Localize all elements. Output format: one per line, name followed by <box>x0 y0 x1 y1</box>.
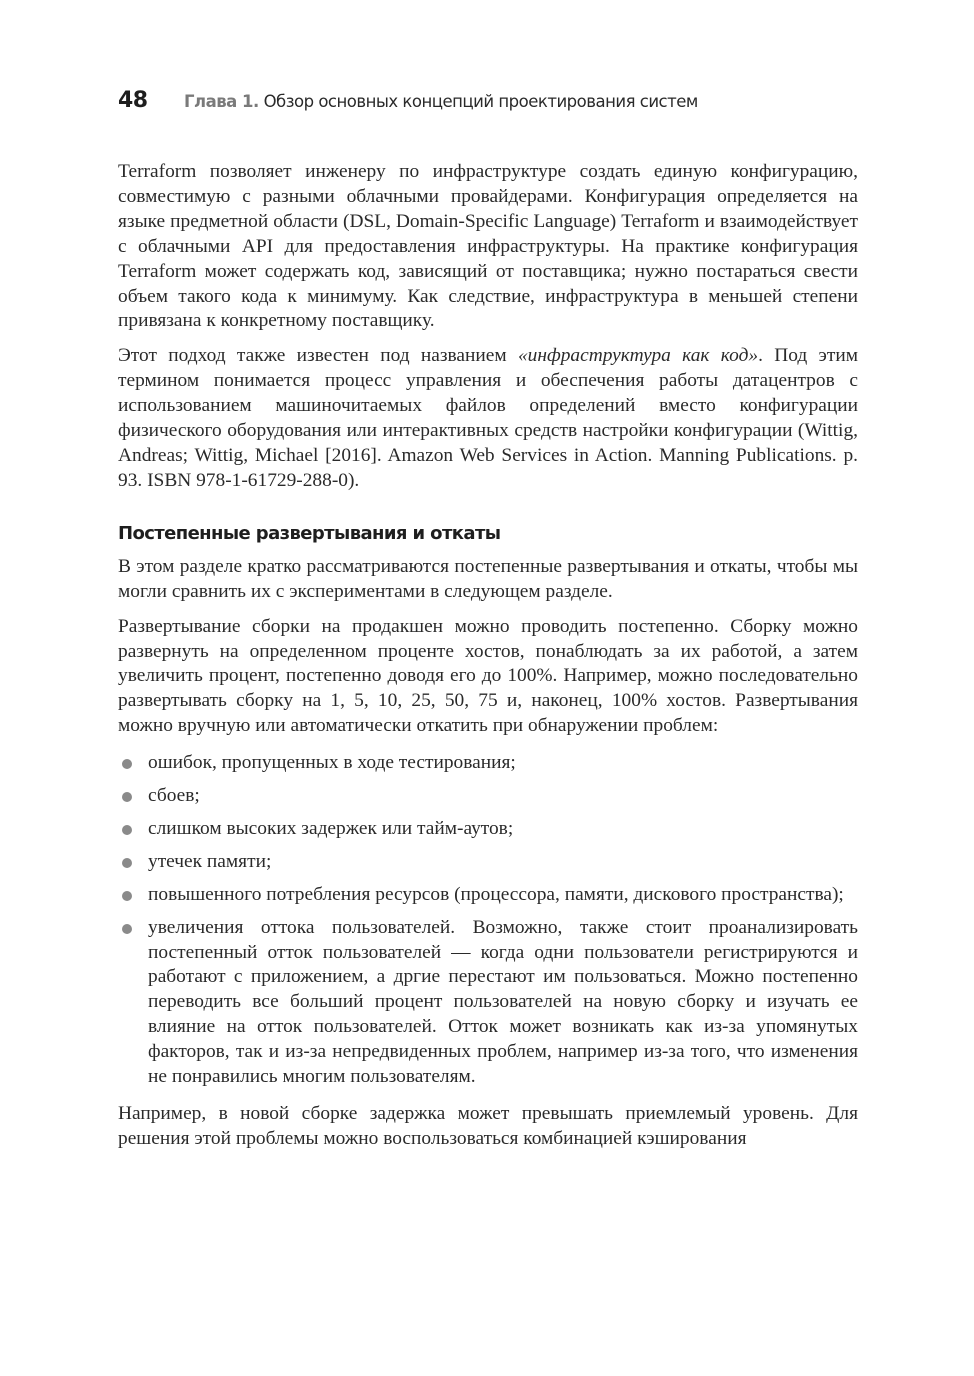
list-item <box>118 916 858 1090</box>
bullet-icon <box>122 759 132 769</box>
list-item <box>118 850 858 875</box>
page-number: 48 <box>118 88 148 113</box>
bullet-icon <box>122 891 132 901</box>
list-item-text: сбоев; <box>148 785 200 807</box>
list-item <box>118 751 858 776</box>
list-item-text: увеличения оттока пользователей. Возможно, также стоит проанализировать постепенный отток пользователей — когда одни пользователи регистрируются и работают с приложением, а дргие перестают им пользоваться. Можно постепенно переводить все больший процент пользователей на новую сборку и изучать ее влияние на отток пользователей. Отток может возникать как из-за упомянутых факторов, так и из-за непредвиденных проблем, например из-за того, что изменения не понравились многим пользователям. <box>148 916 858 1088</box>
paragraph-text: Этот подход также известен под названием <box>118 345 518 367</box>
paragraph-text: . Под этим термином понимается процесс управления и обеспечения работы датацентров с использованием машиночитаемых файлов определений вместо конфигурации физического оборудования или интерактивных средств настройки конфигурации (Wittig, Andreas; Wittig, Michael [2016]. Amazon Web Services in Action. Manning Publications. p. 93. ISBN 978-1-61729-288-0). <box>118 345 858 491</box>
list-item-text: утечек памяти; <box>148 850 272 872</box>
bullet-icon <box>122 792 132 802</box>
list-item <box>118 817 858 842</box>
paragraph-terraform: Terraform позволяет инженеру по инфраструктуре создать единую конфигурацию, совместимую с разными облачными провайдерами. Конфигурация определяется на языке предметной области (DSL, Domain-Specific Language) Terraform и взаимодействует с облачными API для предоставления инфраструктуры. На практике конфигурация Terraform может содержать код, зависящий от поставщика; нужно постараться свести объем такого кода к минимуму. Как следствие, инфраструктура в меньшей степени привязана к конкретному поставщику. <box>118 161 858 332</box>
bullet-icon <box>122 825 132 835</box>
bullet-icon <box>122 924 132 934</box>
paragraph-infrastructure-as-code <box>118 344 858 493</box>
italic-term: «инфраструктура как код» <box>517 345 759 367</box>
chapter-label: Глава 1. <box>184 92 259 111</box>
bullet-icon <box>122 858 132 868</box>
page-body <box>118 160 858 1162</box>
running-title <box>184 92 698 111</box>
paragraph-section-intro: В этом разделе кратко рассматриваются постепенные развертывания и откаты, чтобы мы могли сравнить их с экспериментами в следующем разделе. <box>118 555 858 602</box>
paragraph-latency-example: Например, в новой сборке задержка может превышать приемлемый уровень. Для решения этой проблемы можно воспользоваться комбинацией кэширования <box>118 1103 858 1149</box>
list-item-text: повышенного потребления ресурсов (процессора, памяти, дискового пространства); <box>148 883 844 905</box>
problems-list <box>118 751 858 1090</box>
list-item-text: ошибок, пропущенных в ходе тестирования; <box>148 752 516 774</box>
chapter-title: Обзор основных концепций проектирования систем <box>263 92 698 111</box>
list-item-text: слишком высоких задержек или тайм-аутов; <box>148 817 514 839</box>
list-item <box>118 784 858 809</box>
section-heading: Постепенные развертывания и откаты <box>118 522 501 544</box>
running-header <box>118 88 858 118</box>
paragraph-gradual-deploy: Развертывание сборки на продакшен можно проводить постепенно. Сборку можно развернуть на определенном проценте хостов, понаблюдать за их работой, а затем увеличить процент, постепенно доводя его до 100%. Например, можно последовательно развертывать сборку на 1, 5, 10, 25, 50, 75 и, наконец, 100% хостов. Развертывания можно вручную или автоматически откатить при обнаружении проблем: <box>118 615 858 737</box>
list-item <box>118 883 858 908</box>
